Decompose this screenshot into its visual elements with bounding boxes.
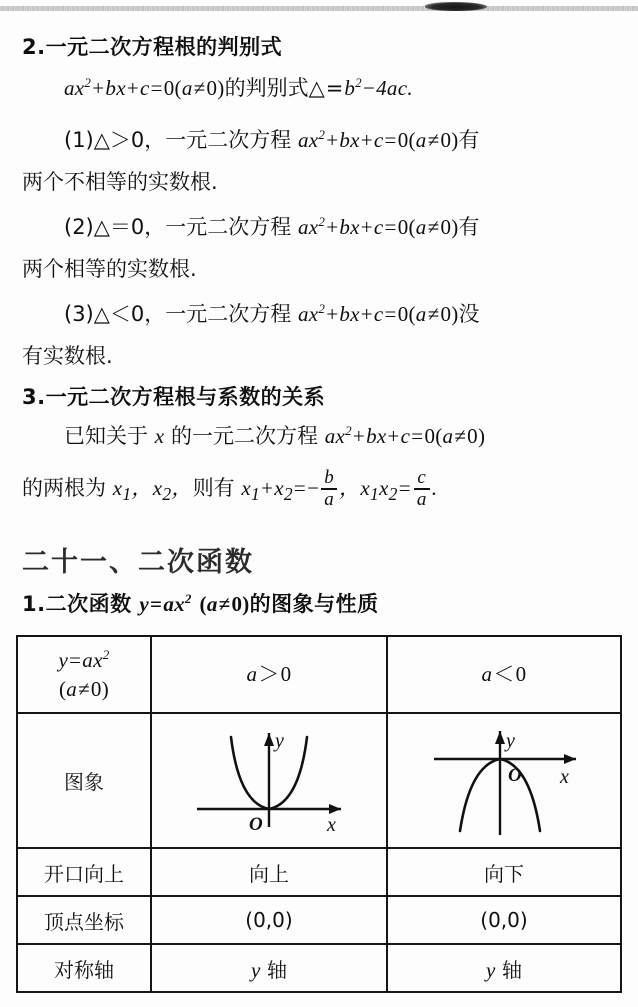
cell-vertex-positive: (0,0)	[151, 896, 387, 944]
discriminant-case-1-line2: 两个不相等的实数根.	[22, 170, 218, 194]
quadratic-properties-table	[16, 635, 622, 993]
table-row	[17, 848, 621, 896]
fraction-c-over-a: $\frac{c}{a}$	[414, 468, 430, 510]
discriminant-case-1-line1: (1)△＞0，一元二次方程 $ax^2+bx+c=0(a\ne 0)$有	[64, 127, 480, 152]
subheading-text: 二次函数	[45, 592, 132, 616]
section-title-quadratic-function: 二十一、二次函数	[22, 547, 254, 578]
vieta-line-2: 的两根为 $x_1$，$x_2$，则有 $x_1+x_2=-$ $\frac{b}{a}$ ，$x_1x_2=$ $\frac{c}{a}$ .	[22, 467, 438, 510]
header-formula-line2: (a≠0)	[58, 676, 110, 701]
cell-vertex-negative: (0,0)	[387, 896, 621, 944]
subheading-quadratic-graph: 1.二次函数 $y=ax^2$ (a≠0)的图象与性质	[22, 591, 379, 616]
graph-cell-parabola-down	[387, 713, 621, 848]
svg-text:y: y	[506, 729, 515, 752]
parabola-opening-up-icon	[169, 719, 369, 843]
discriminant-case-2-line2: 两个相等的实数根.	[22, 257, 197, 281]
discriminant-definition: $ax^2+bx+c=0(a\ne 0)$的判别式$\triangle=b^2-4ac$.	[64, 75, 413, 100]
axis-label-text-2: 轴	[501, 957, 522, 982]
table-row	[17, 896, 621, 944]
svg-text:y: y	[275, 729, 284, 752]
heading-discriminant: 2.一元二次方程根的判别式	[22, 35, 283, 59]
cell-axis-positive: y 轴	[151, 944, 387, 992]
row-label-opening: 开口向上	[17, 848, 151, 896]
table-header-cell-function	[17, 636, 151, 713]
discriminant-case-3-line2: 有实数根.	[22, 344, 113, 368]
discriminant-case-2-line1: (2)△＝0，一元二次方程 $ax^2+bx+c=0(a\ne 0)$有	[64, 214, 480, 239]
svg-text:x: x	[560, 765, 569, 788]
svg-text:O: O	[249, 813, 263, 835]
row-label-graph: 图象	[17, 713, 151, 848]
subheading-tail: 的图象与性质	[249, 592, 379, 616]
table-header-cell-a-negative: a＜0	[387, 636, 621, 713]
graph-cell-parabola-up	[151, 713, 387, 848]
vieta-line-1: 已知关于 x 的一元二次方程 $ax^2+bx+c=0(a\ne 0)$	[64, 423, 486, 448]
row-label-vertex: 顶点坐标	[17, 896, 151, 944]
table-header-cell-a-positive: a＞0	[151, 636, 387, 713]
axis-label-text-1: 轴	[266, 957, 287, 982]
header-formula-line1: $y=ax^2$	[58, 647, 110, 673]
table-row	[17, 713, 621, 848]
subheading-number: 1.	[22, 592, 46, 616]
cell-axis-negative: y 轴	[387, 944, 621, 992]
svg-text:x: x	[327, 813, 336, 836]
heading-vieta: 3.一元二次方程根与系数的关系	[22, 385, 326, 409]
cell-opening-down: 向下	[387, 848, 621, 896]
table-row	[17, 944, 621, 992]
cell-opening-up: 向上	[151, 848, 387, 896]
discriminant-case-3-line1: (3)△＜0，一元二次方程 $ax^2+bx+c=0(a\ne 0)$没	[64, 301, 480, 326]
table-row	[17, 636, 621, 713]
row-label-axis: 对称轴	[17, 944, 151, 992]
fraction-b-over-a: $\frac{b}{a}$	[321, 468, 337, 510]
svg-text:O: O	[508, 764, 522, 786]
parabola-opening-down-icon	[404, 719, 604, 843]
